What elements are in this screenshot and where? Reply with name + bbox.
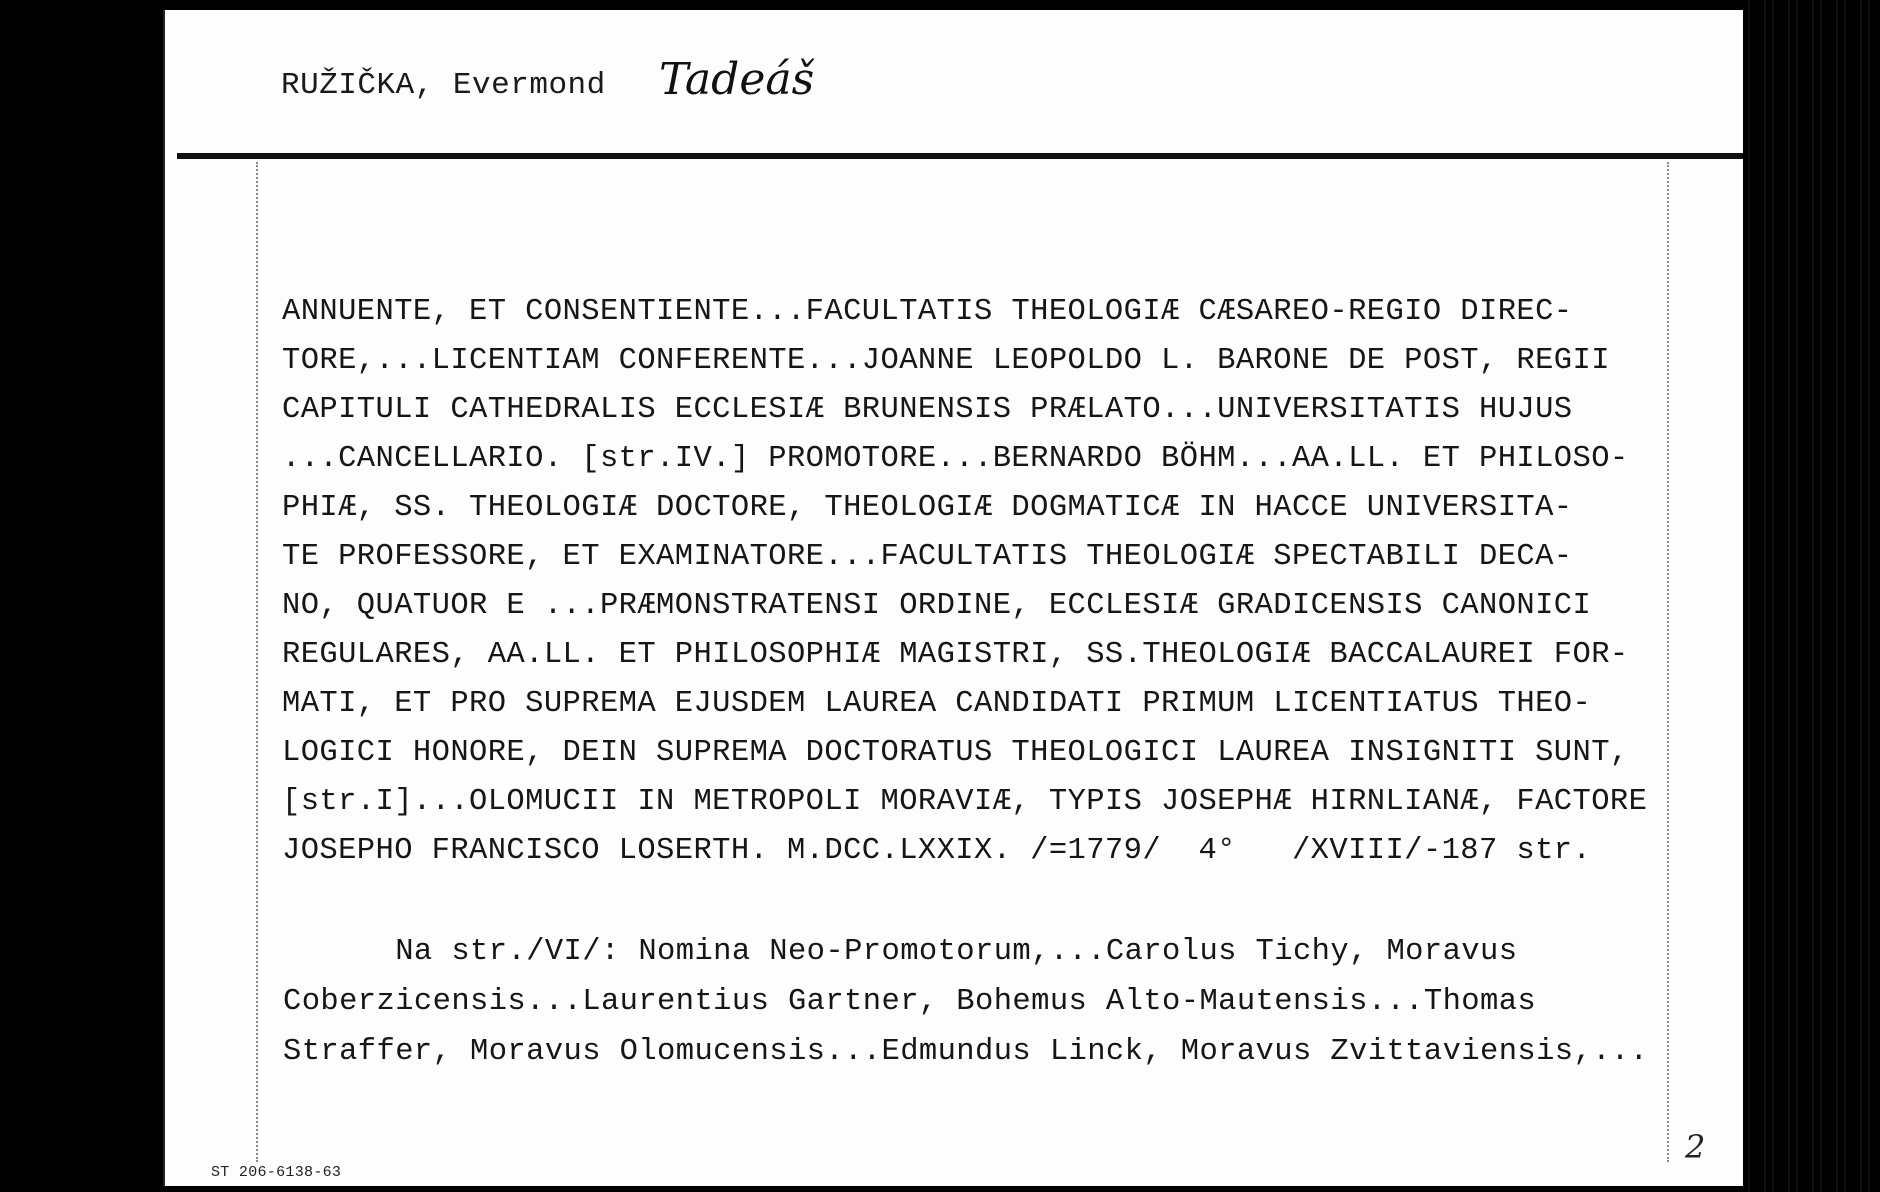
- note-line: Straffer, Moravus Olomucensis...Edmundus Linck, Moravus Zvittaviensis,...: [283, 1035, 1649, 1069]
- text-line: REGULARES, AA.LL. ET PHILOSOPHIÆ MAGISTRI, SS.THEOLOGIÆ BACCALAUREI FOR-: [282, 638, 1629, 672]
- text-line: TORE,...LICENTIAM CONFERENTE...JOANNE LEOPOLDO L. BARONE DE POST, REGII: [282, 344, 1610, 378]
- content-note: [283, 927, 1743, 1077]
- text-line: PHIÆ, SS. THEOLOGIÆ DOCTORE, THEOLOGIÆ DOGMATICÆ IN HACCE UNIVERSITA-: [282, 491, 1573, 525]
- header-rule: [177, 153, 1743, 159]
- note-line: Coberzicensis...Laurentius Gartner, Bohemus Alto-Mautensis...Thomas: [283, 985, 1537, 1019]
- handwritten-page-number: 2: [1685, 1128, 1706, 1166]
- title-description: [282, 288, 1742, 876]
- text-line: ...CANCELLARIO. [str.IV.] PROMOTORE...BERNARDO BÖHM...AA.LL. ET PHILOSO-: [282, 442, 1629, 476]
- text-line: MATI, ET PRO SUPREMA EJUSDEM LAUREA CANDIDATI PRIMUM LICENTIATUS THEO-: [282, 687, 1592, 721]
- card-heading-name: RUŽIČKA, Evermond: [281, 68, 606, 103]
- text-line: CAPITULI CATHEDRALIS ECCLESIÆ BRUNENSIS PRÆLATO...UNIVERSITATIS HUJUS: [282, 393, 1573, 427]
- text-line: [str.I]...OLOMUCII IN METROPOLI MORAVIÆ, TYPIS JOSEPHÆ HIRNLIANÆ, FACTORE: [282, 785, 1648, 819]
- text-line: LOGICI HONORE, DEIN SUPREMA DOCTORATUS THEOLOGICI LAUREA INSIGNITI SUNT,: [282, 736, 1629, 770]
- note-line: Na str./VI/: Nomina Neo-Promotorum,...Carolus Tichy, Moravus: [283, 935, 1518, 969]
- scan-edge-right: [1742, 0, 1880, 1192]
- text-line: TE PROFESSORE, ET EXAMINATORE...FACULTATIS THEOLOGIÆ SPECTABILI DECA-: [282, 540, 1573, 574]
- form-stamp: ST 206-6138-63: [211, 1164, 342, 1181]
- catalog-card: [163, 10, 1743, 1186]
- text-line: NO, QUATUOR E ...PRÆMONSTRATENSI ORDINE, ECCLESIÆ GRADICENSIS CANONICI: [282, 589, 1592, 623]
- left-margin-line: [256, 162, 258, 1162]
- text-line: ANNUENTE, ET CONSENTIENTE...FACULTATIS THEOLOGIÆ CÆSAREO-REGIO DIREC-: [282, 295, 1573, 329]
- handwritten-given-name: Tadeáš: [659, 54, 815, 105]
- text-line: JOSEPHO FRANCISCO LOSERTH. M.DCC.LXXIX. /=1779/ 4° /XVIII/-187 str.: [282, 834, 1592, 868]
